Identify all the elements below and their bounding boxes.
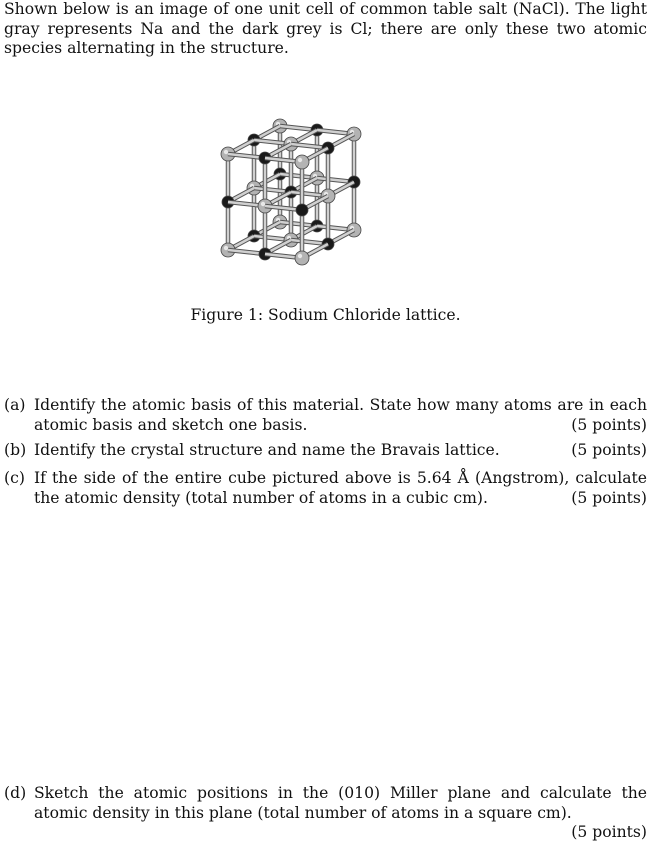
- question-a-text: Identify the atomic basis of this material. State how many atoms are in each atomic basis and sketch one basis.: [34, 396, 647, 434]
- nacl-lattice-drawing: [210, 86, 400, 272]
- na-atom-highlight: [224, 150, 228, 154]
- intro-paragraph: Shown below is an image of one unit cell of common table salt (NaCl). The light gray represents Na and the dark grey is Cl; there are only these two atomic species alternating in the structure.: [4, 0, 647, 57]
- na-atom: [295, 251, 309, 265]
- question-c-points: (5 points): [571, 488, 647, 507]
- question-b-label: (b): [4, 441, 27, 459]
- question-a-label: (a): [4, 396, 26, 414]
- question-d-text: Sketch the atomic positions in the (010) Miller plane and calculate the atomic density in this plane (total number of atoms in a square cm).: [34, 784, 647, 822]
- na-atom-highlight: [261, 202, 265, 206]
- na-atom: [295, 155, 309, 169]
- question-b: [4, 441, 647, 461]
- question-c-text: If the side of the entire cube pictured above is 5.64 Å (Angstrom), calculate the atomic density (total number of atoms in a cubic cm).: [34, 469, 647, 507]
- question-b-text: Identify the crystal structure and name the Bravais lattice.: [34, 441, 500, 459]
- question-c-label: (c): [4, 469, 25, 487]
- question-d-label: (d): [4, 784, 27, 802]
- na-atom-highlight: [298, 254, 302, 258]
- question-d: [4, 784, 647, 843]
- question-a: [4, 396, 647, 435]
- question-c: [4, 469, 647, 508]
- nacl-lattice-figure: [210, 86, 400, 272]
- figure-caption: Figure 1: Sodium Chloride lattice.: [190, 306, 461, 324]
- question-b-points: (5 points): [571, 441, 647, 459]
- cl-atom: [296, 204, 308, 216]
- na-atom-highlight: [298, 158, 302, 162]
- question-a-points: (5 points): [571, 415, 647, 434]
- na-atom-highlight: [224, 246, 228, 250]
- question-d-points: (5 points): [571, 823, 647, 841]
